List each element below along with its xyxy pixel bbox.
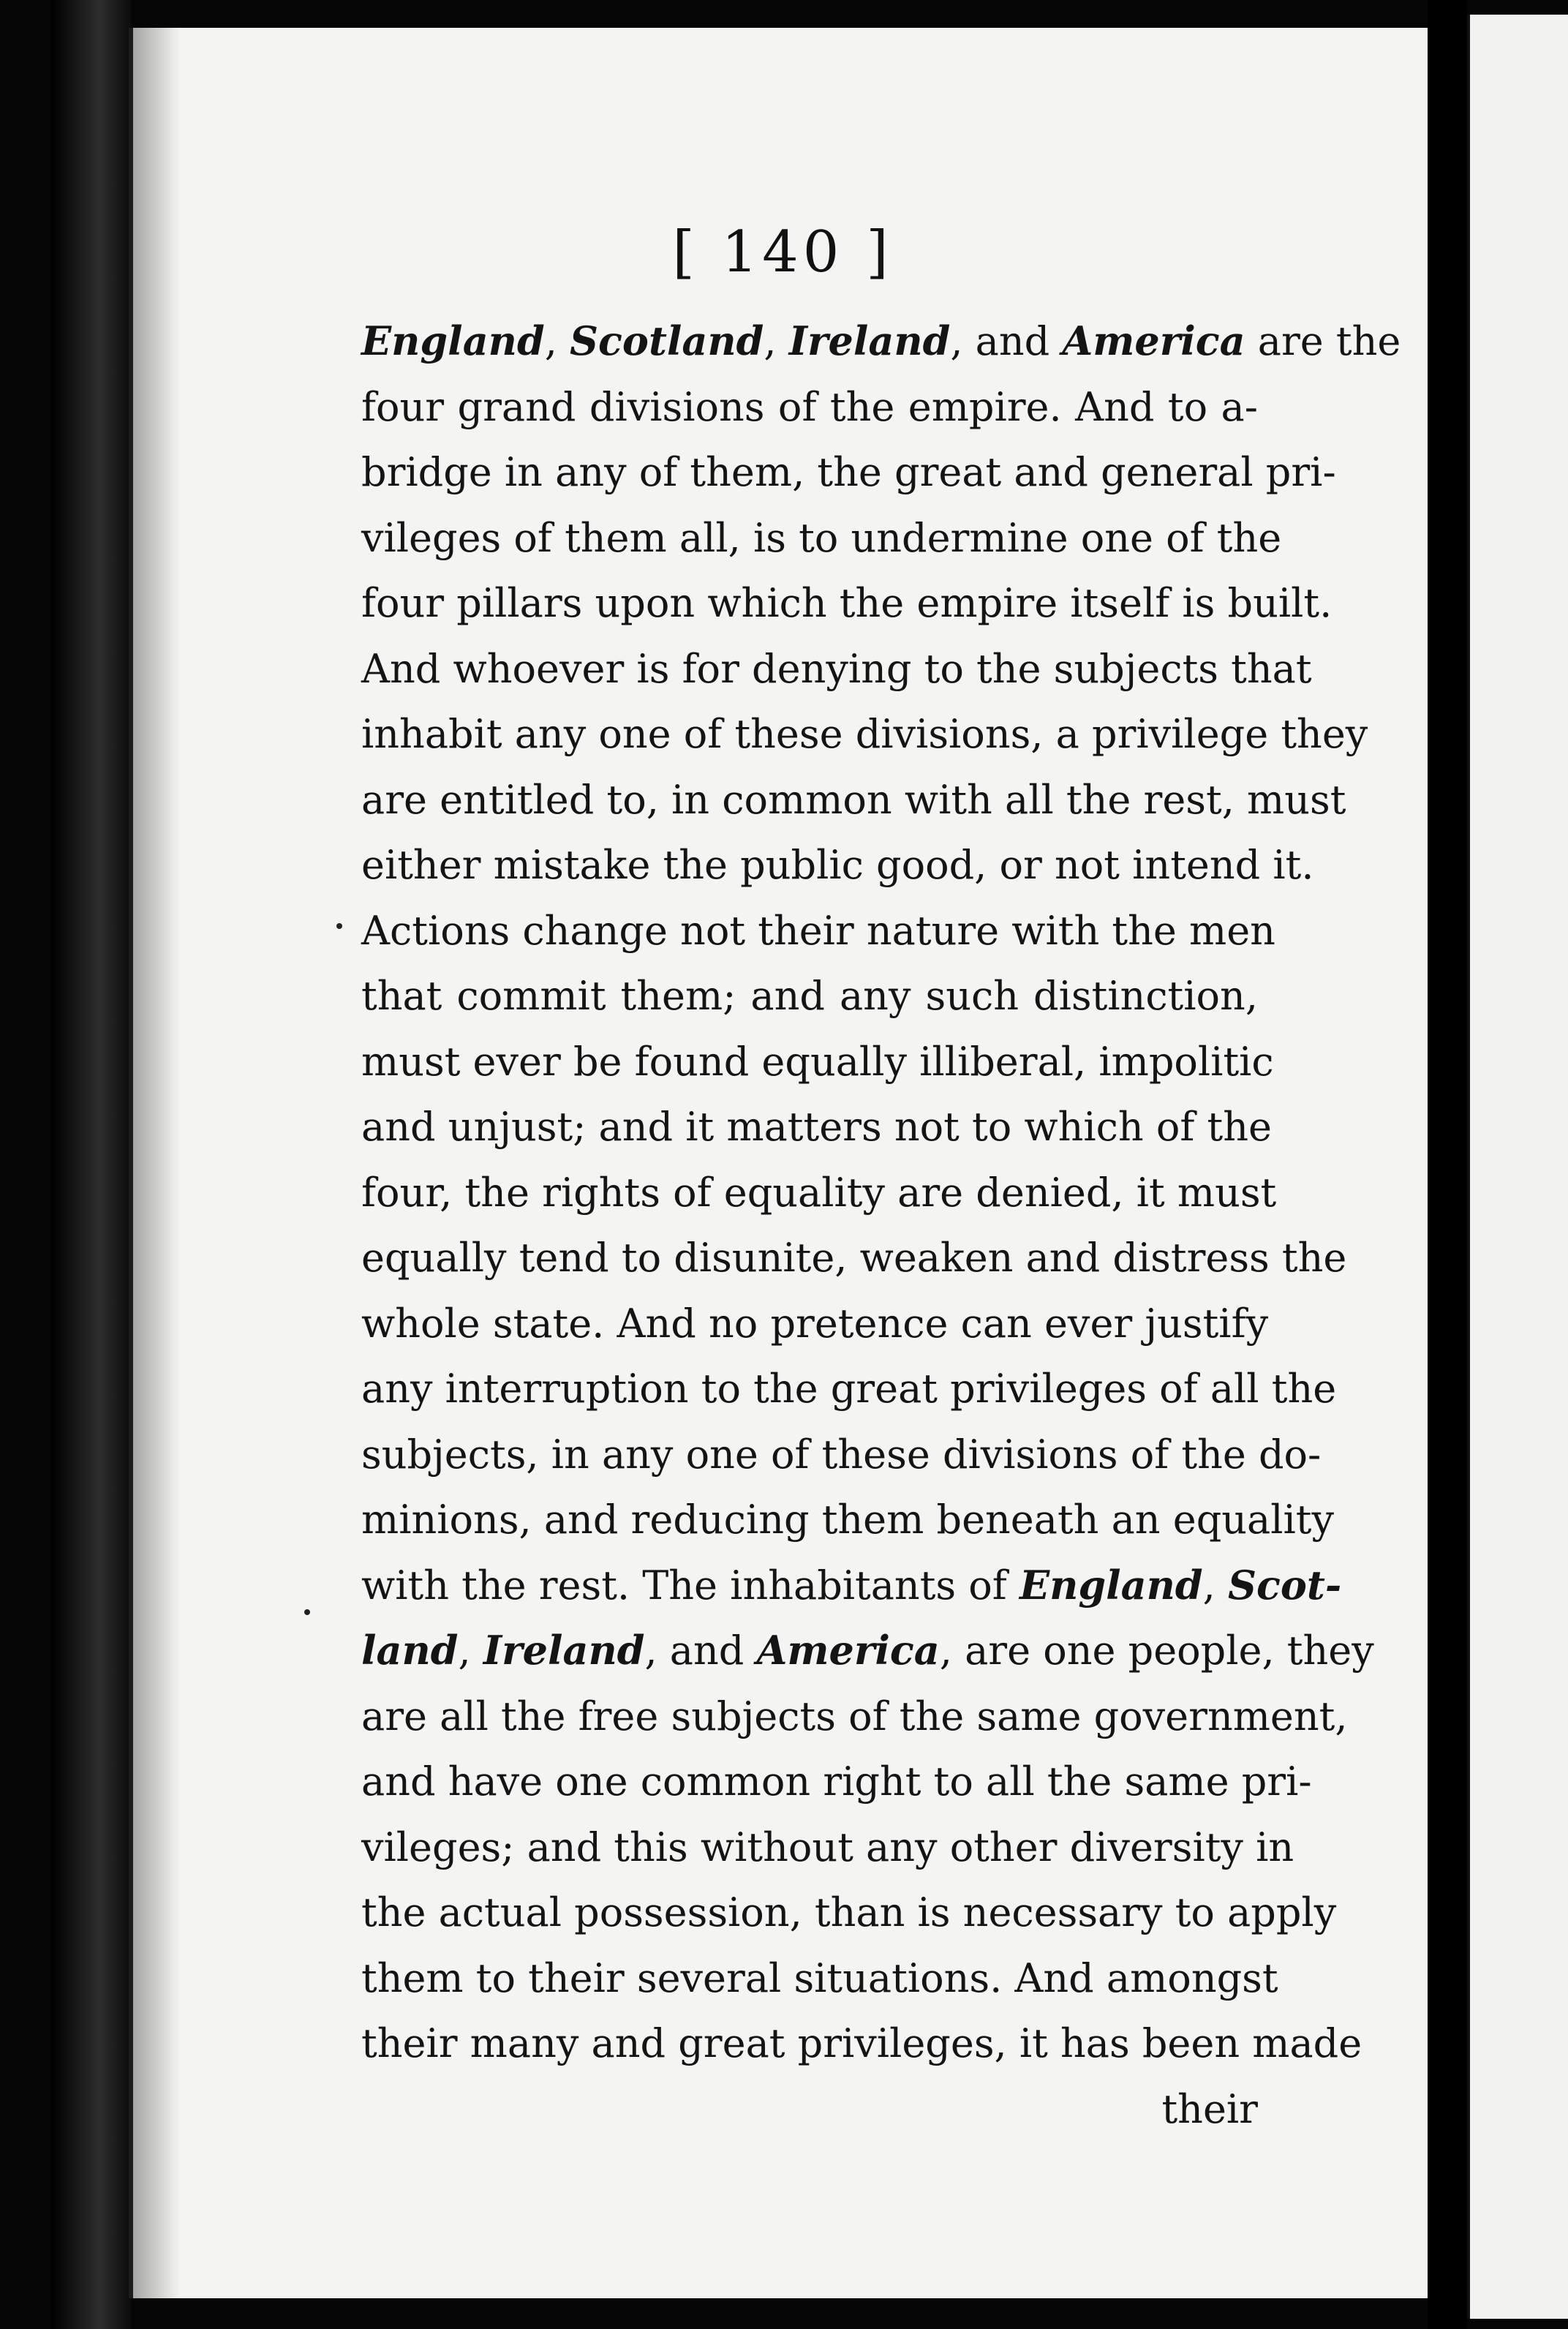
text-run: are all the free subjects of the same government, [361,1693,1348,1739]
text-run: are entitled to, in common with all the rest, must [361,776,1346,823]
text-run: , [764,318,789,364]
text-run: them to their several situations. And amongst [361,1954,1278,2001]
text-line [361,1029,1274,1095]
text-line [361,1553,1342,1619]
text-line [361,1684,1348,1750]
text-line [361,767,1346,833]
text-run: and unjust; and it matters not to which of the [361,1104,1272,1150]
text-run: vileges of them all, is to undermine one of the [361,514,1282,561]
text-line [361,1618,1374,1684]
facing-page-edge [1467,15,1568,2319]
book-binding-edge [51,0,132,2329]
text-line [361,898,1275,964]
text-line [361,1160,1277,1226]
text-run: , [544,318,570,364]
text-run: minions, and reducing them beneath an equality [361,1497,1334,1543]
text-line [361,1225,1347,1291]
text-run: their many and great privileges, it has been made [361,2020,1362,2066]
text-line [361,1094,1272,1160]
text-run: must ever be found equally illiberal, impolitic [361,1038,1274,1085]
italic-place-name: Scotland [570,317,764,364]
text-line [361,1291,1269,1357]
text-line [361,1356,1337,1422]
text-line [361,832,1314,898]
italic-place-name: Ireland [483,1627,645,1674]
text-run: , [458,1628,483,1674]
text-line [361,571,1333,636]
catchword: their [1161,2085,1258,2132]
text-run: with the rest. The inhabitants of [361,1562,1019,1609]
text-run: Actions change not their nature with the men [361,907,1275,954]
text-line [361,1487,1334,1553]
text-run: inhabit any one of these divisions, a privilege they [361,711,1368,757]
text-run: , [1202,1562,1228,1609]
text-line [361,1880,1337,1946]
text-run: are the [1245,318,1401,364]
italic-place-name: Scot- [1228,1561,1342,1609]
text-run: four pillars upon which the empire itself is built. [361,580,1333,626]
text-line [361,440,1336,505]
text-run: , and [644,1628,757,1674]
text-line [361,2011,1362,2077]
text-run: that commit them; and any such distinction, [361,973,1258,1019]
text-run: equally tend to disunite, weaken and distress the [361,1235,1347,1281]
text-line [361,1422,1322,1488]
italic-place-name: America [756,1627,940,1674]
margin-mark [304,1609,310,1615]
text-run: either mistake the public good, or not intend it. [361,842,1314,888]
text-run: , are one people, they [939,1628,1374,1674]
text-run: four, the rights of equality are denied, it must [361,1169,1277,1216]
text-line [361,1749,1312,1815]
margin-mark [336,923,342,929]
text-run: bridge in any of them, the great and general pri- [361,449,1336,495]
text-run: subjects, in any one of these divisions of the do- [361,1431,1322,1478]
text-line [361,309,1401,375]
page-gutter [1428,0,1467,2329]
italic-place-name: Ireland [788,317,951,364]
text-run: whole state. And no pretence can ever justify [361,1300,1269,1347]
page-number: [ 140 ] [672,219,893,285]
text-run: , and [950,318,1063,364]
text-run: vileges; and this without any other diversity in [361,1824,1294,1870]
text-line [361,701,1368,767]
text-line [361,963,1258,1029]
text-run: and have one common right to all the same pri- [361,1758,1312,1805]
text-run: any interruption to the great privileges of all the [361,1366,1337,1412]
body-text [361,309,1401,2142]
italic-place-name: England [1019,1561,1203,1609]
italic-place-name: land [361,1627,459,1674]
italic-place-name: England [361,317,545,364]
text-line [361,1946,1278,2012]
italic-place-name: America [1062,317,1245,364]
text-run: four grand divisions of the empire. And to a- [361,383,1258,430]
text-line [361,505,1282,571]
text-line [361,375,1258,440]
text-run: And whoever is for denying to the subjects that [361,645,1312,692]
text-line [361,636,1312,702]
text-run: the actual possession, than is necessary to apply [361,1889,1337,1935]
text-line [361,1815,1294,1881]
